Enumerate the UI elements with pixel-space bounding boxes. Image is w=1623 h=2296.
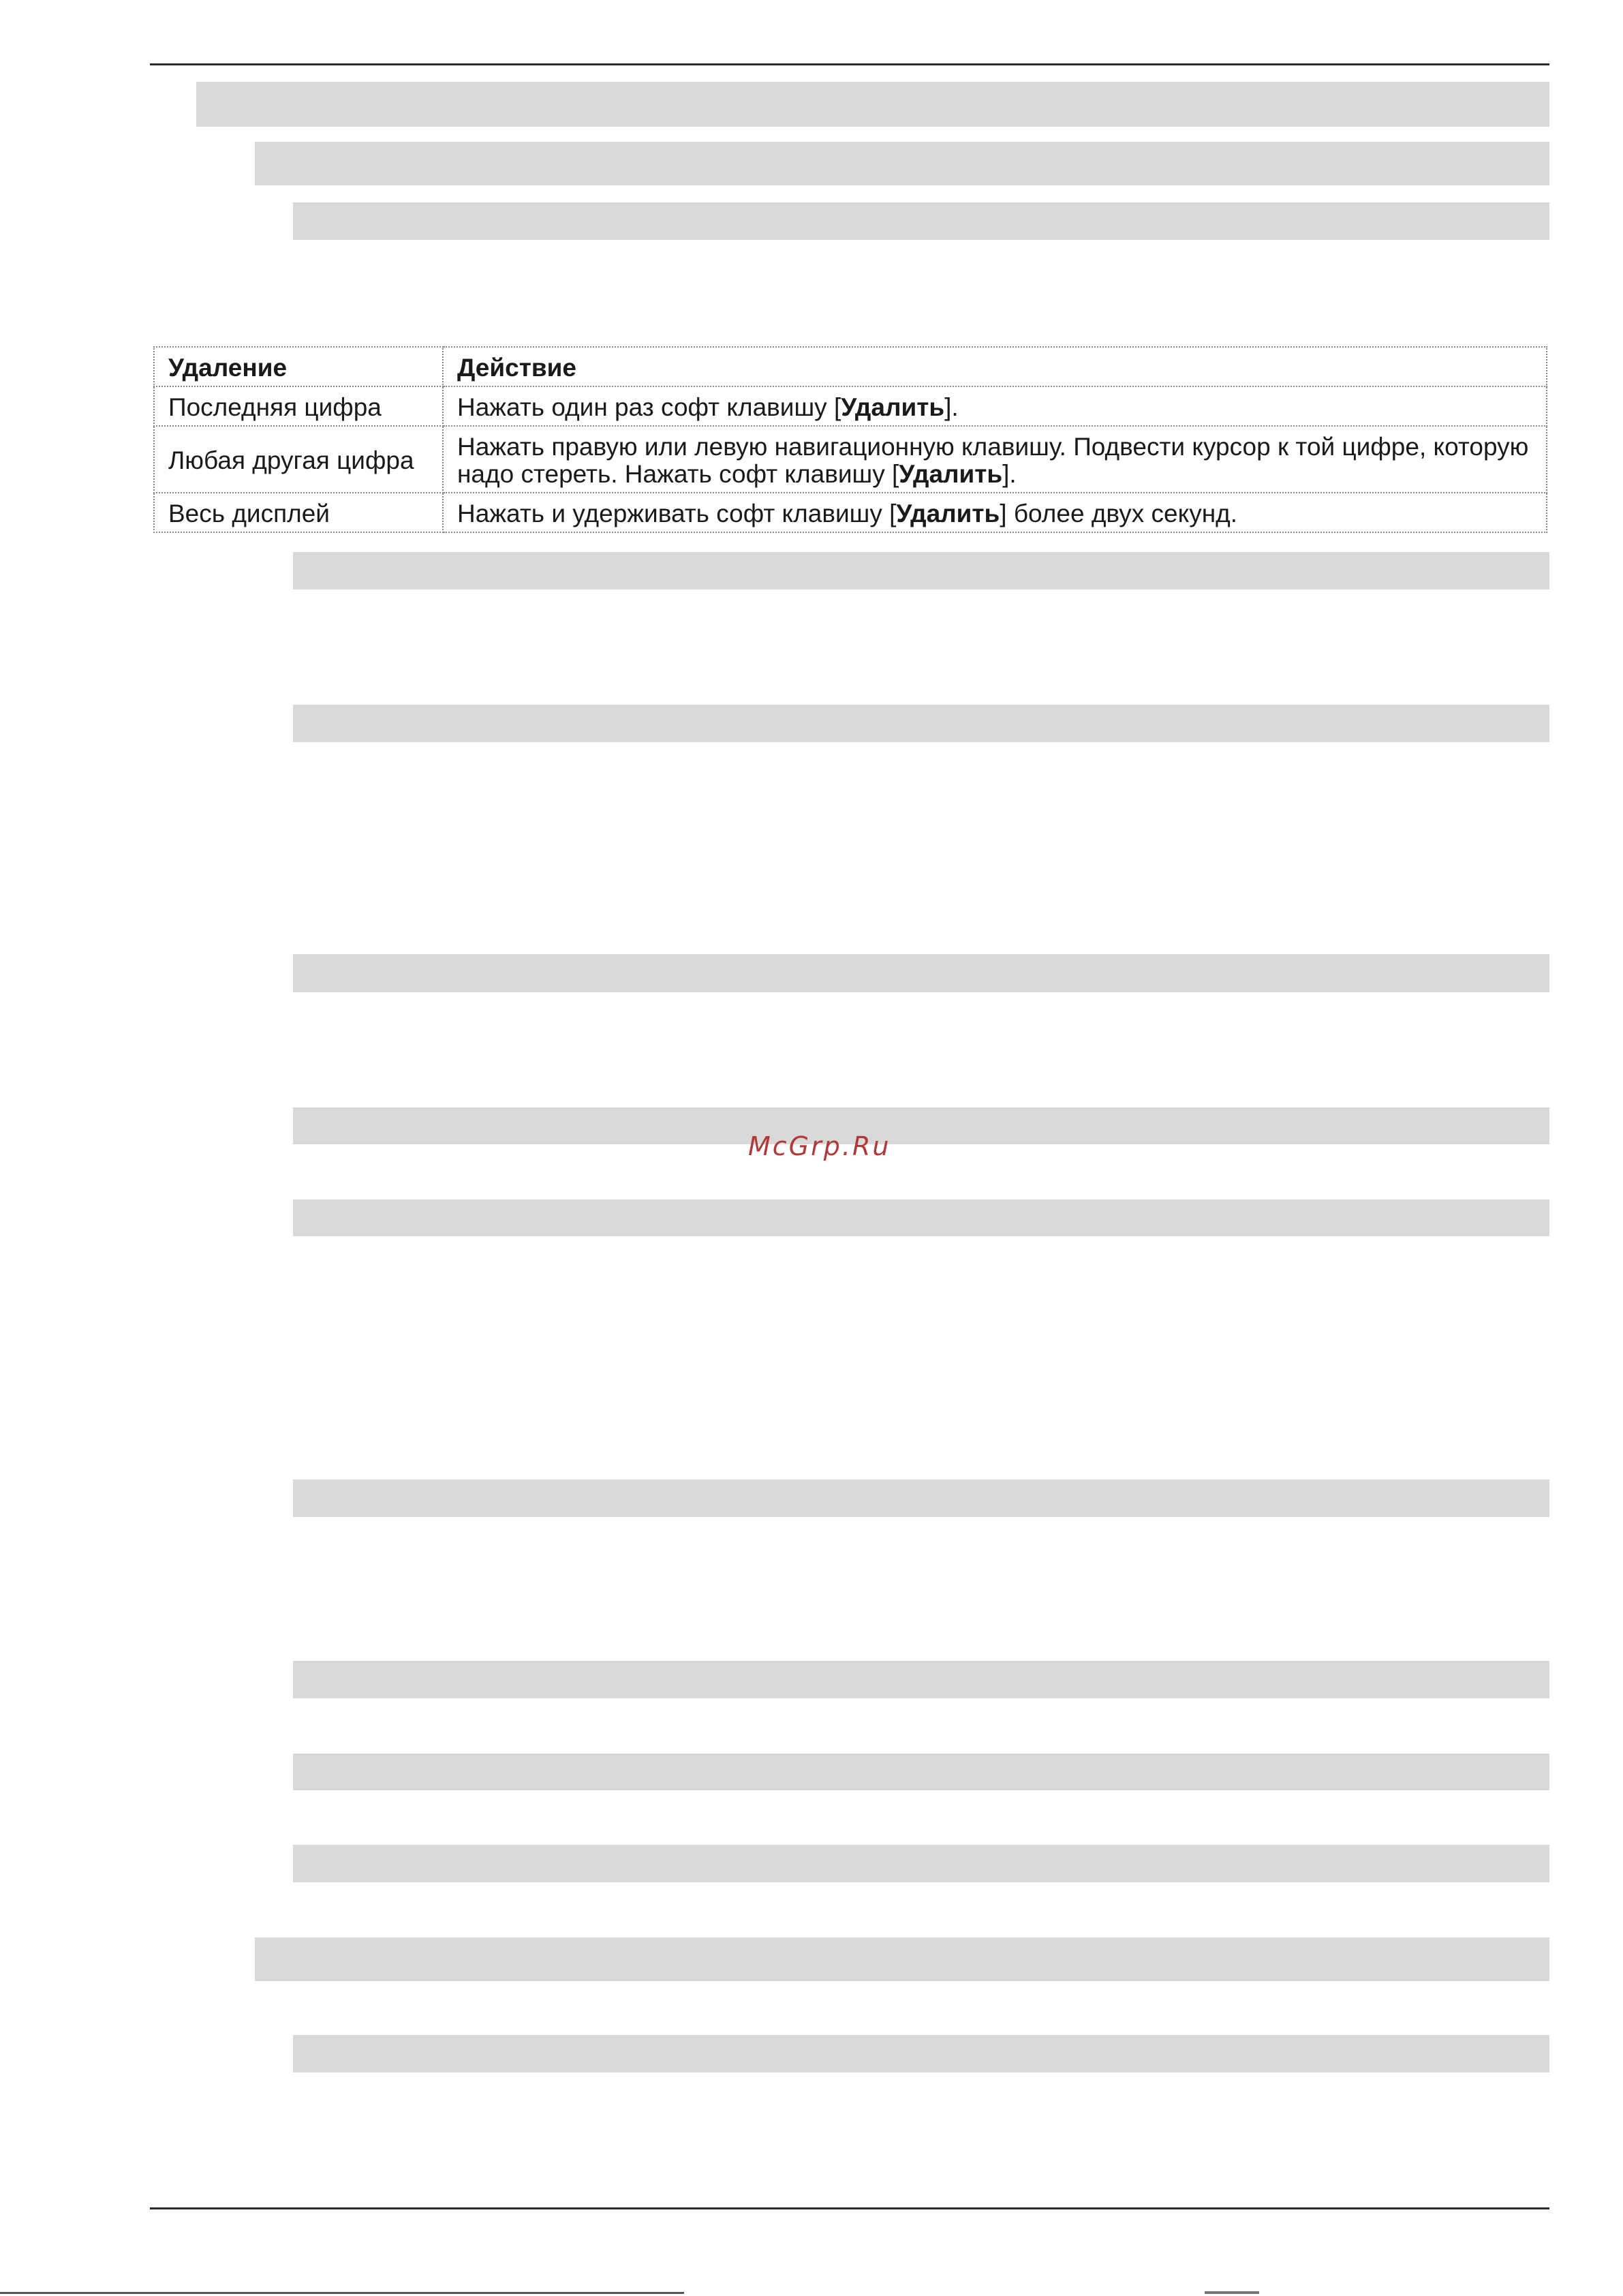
column-header-action: Действие [443, 347, 1547, 386]
redacted-heading-2 [255, 142, 1549, 185]
table-header-row [154, 347, 1547, 386]
delete-actions-table [153, 346, 1547, 533]
header-rule [150, 63, 1549, 65]
redacted-line [293, 705, 1549, 742]
row-target: Последняя цифра [154, 386, 443, 426]
redacted-heading-1 [196, 82, 1549, 127]
redacted-line [293, 552, 1549, 590]
redacted-line [293, 1661, 1549, 1698]
footer-rule [150, 2207, 1549, 2209]
key-label: Удалить [899, 460, 1003, 488]
watermark: McGrp.Ru [748, 1131, 891, 1161]
row-action: Нажать и удерживать софт клавишу [Удалить] более двух секунд. [443, 493, 1547, 532]
table-row [154, 426, 1547, 493]
redacted-line [293, 1107, 1549, 1144]
key-label: Удалить [896, 500, 1000, 527]
redacted-line [293, 1845, 1549, 1882]
scan-edge-line [0, 2292, 684, 2294]
row-target: Любая другая цифра [154, 426, 443, 493]
redacted-line [293, 1480, 1549, 1517]
redacted-line [293, 2035, 1549, 2072]
table-row [154, 386, 1547, 426]
key-label: Удалить [841, 393, 945, 421]
scan-edge-mark [1205, 2291, 1259, 2294]
redacted-line [293, 1754, 1549, 1790]
row-action: Нажать правую или левую навигационную клавишу. Подвести курсор к той цифре, которую надо стереть. Нажать софт клавишу [Удалить]. [443, 426, 1547, 493]
column-header-deletion: Удаление [154, 347, 443, 386]
redacted-line [293, 1199, 1549, 1236]
redacted-heading-4 [255, 1938, 1549, 1981]
redacted-heading-3 [293, 202, 1549, 240]
redacted-line [293, 954, 1549, 992]
table-row [154, 493, 1547, 532]
row-target: Весь дисплей [154, 493, 443, 532]
row-action: Нажать один раз софт клавишу [Удалить]. [443, 386, 1547, 426]
